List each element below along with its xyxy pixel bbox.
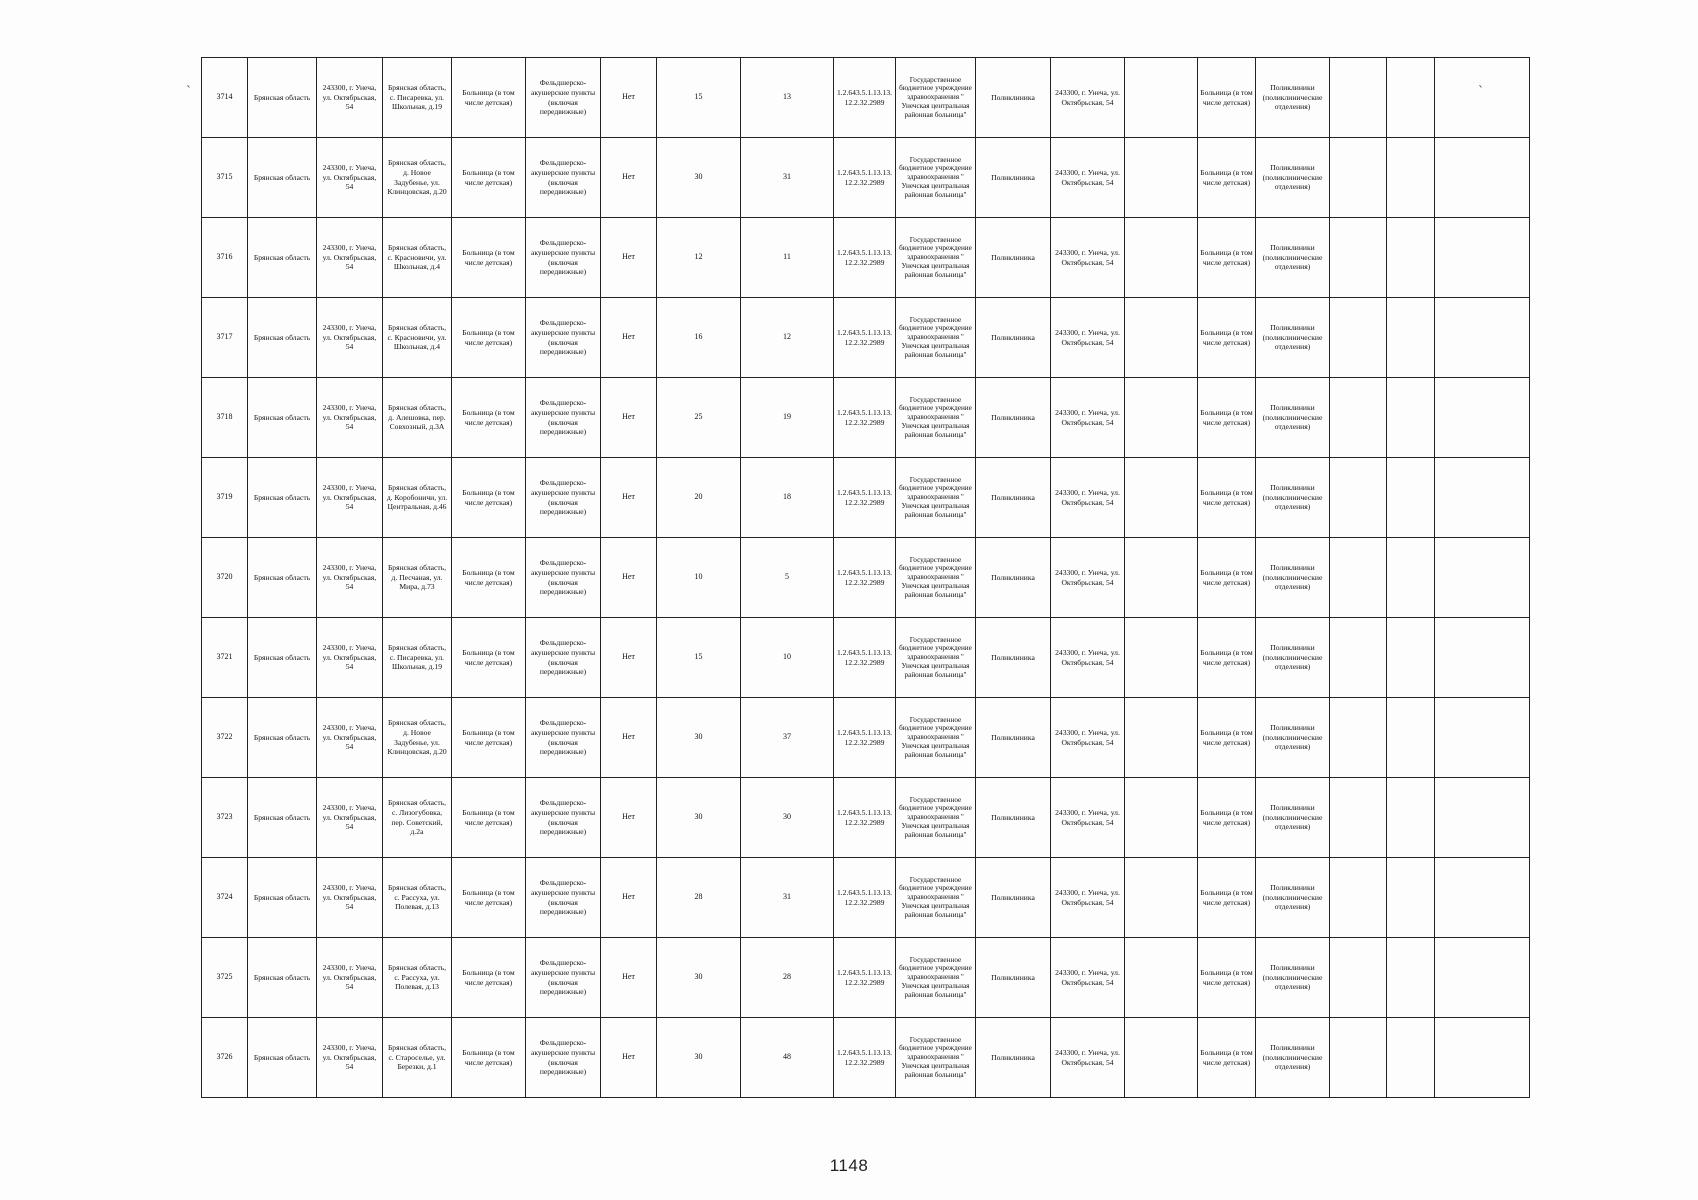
subcategory-cell: Поликлиники (поликлинические отделения) [1256,58,1330,138]
table-row [202,298,1530,378]
organization-kind-cell: Поликлиника [976,938,1051,1018]
unit-type-cell: Фельдшерско-акушерские пункты (включая передвижные) [526,938,601,1018]
organization-cell: Государственное бюджетное учреждение здравоохранения " Унечская центральная районная больница" [896,138,976,218]
row-number-cell: 3715 [202,138,248,218]
empty-cell [1330,858,1387,938]
organization-kind-cell: Поликлиника [976,778,1051,858]
empty-cell [1125,938,1198,1018]
flag-cell: Нет [601,298,657,378]
empty-cell [1387,58,1435,138]
empty-cell [1387,1018,1435,1098]
category-cell: Больница (в том числе детская) [1198,698,1256,778]
row-number-cell: 3724 [202,858,248,938]
facility-type-cell: Больница (в том числе детская) [452,218,526,298]
facility-type-cell: Больница (в том числе детская) [452,138,526,218]
category-cell: Больница (в том числе детская) [1198,58,1256,138]
facility-type-cell: Больница (в том числе детская) [452,778,526,858]
region-cell: Брянская область [248,458,317,538]
facility-address-cell: Брянская область, с. Рассуха, ул. Полевая, д.13 [383,938,452,1018]
category-cell: Больница (в том числе детская) [1198,298,1256,378]
value-1-cell: 20 [657,458,741,538]
oid-cell: 1.2.643.5.1.13.13.12.2.32.2989 [834,538,896,618]
value-1-cell: 12 [657,218,741,298]
unit-type-cell: Фельдшерско-акушерские пункты (включая передвижные) [526,618,601,698]
empty-cell [1387,698,1435,778]
subcategory-cell: Поликлиники (поликлинические отделения) [1256,938,1330,1018]
flag-cell: Нет [601,138,657,218]
facility-address-cell: Брянская область, с. Писаревка, ул. Школьная, д.19 [383,58,452,138]
region-cell: Брянская область [248,858,317,938]
facility-address-cell: Брянская область, д. Песчаная, ул. Мира, д.73 [383,538,452,618]
facility-address-cell: Брянская область, с. Лизогубовка, пер. Советский, д.2а [383,778,452,858]
row-number-cell: 3723 [202,778,248,858]
empty-cell [1125,698,1198,778]
category-cell: Больница (в том числе детская) [1198,858,1256,938]
value-2-cell: 19 [741,378,834,458]
postal-address-cell: 243300, г. Унеча, ул. Октябрьская, 54 [317,938,383,1018]
organization-cell: Государственное бюджетное учреждение здравоохранения " Унечская центральная районная больница" [896,778,976,858]
value-2-cell: 13 [741,58,834,138]
empty-cell [1435,138,1530,218]
category-cell: Больница (в том числе детская) [1198,778,1256,858]
subcategory-cell: Поликлиники (поликлинические отделения) [1256,858,1330,938]
region-cell: Брянская область [248,938,317,1018]
unit-type-cell: Фельдшерско-акушерские пункты (включая передвижные) [526,1018,601,1098]
organization-kind-cell: Поликлиника [976,618,1051,698]
unit-type-cell: Фельдшерско-акушерские пункты (включая передвижные) [526,698,601,778]
organization-kind-cell: Поликлиника [976,58,1051,138]
organization-kind-cell: Поликлиника [976,458,1051,538]
empty-cell [1330,618,1387,698]
organization-address-cell: 243300, г. Унеча, ул. Октябрьская, 54 [1051,1018,1125,1098]
value-2-cell: 10 [741,618,834,698]
postal-address-cell: 243300, г. Унеча, ул. Октябрьская, 54 [317,858,383,938]
unit-type-cell: Фельдшерско-акушерские пункты (включая передвижные) [526,378,601,458]
value-1-cell: 30 [657,938,741,1018]
empty-cell [1435,298,1530,378]
page-number: 1148 [829,1156,869,1175]
empty-cell [1125,58,1198,138]
facility-address-cell: Брянская область, с. Староселье, ул. Березки, д.1 [383,1018,452,1098]
flag-cell: Нет [601,778,657,858]
value-1-cell: 25 [657,378,741,458]
region-cell: Брянская область [248,1018,317,1098]
value-1-cell: 30 [657,698,741,778]
facility-type-cell: Больница (в том числе детская) [452,698,526,778]
organization-kind-cell: Поликлиника [976,698,1051,778]
oid-cell: 1.2.643.5.1.13.13.12.2.32.2989 [834,378,896,458]
oid-cell: 1.2.643.5.1.13.13.12.2.32.2989 [834,458,896,538]
empty-cell [1435,218,1530,298]
value-2-cell: 37 [741,698,834,778]
value-1-cell: 15 [657,58,741,138]
facility-address-cell: Брянская область, д. Новое Задубенье, ул. Клинцовская, д.20 [383,698,452,778]
flag-cell: Нет [601,938,657,1018]
value-1-cell: 30 [657,1018,741,1098]
empty-cell [1387,218,1435,298]
facility-address-cell: Брянская область, д. Новое Задубенье, ул. Клинцовская, д.20 [383,138,452,218]
empty-cell [1435,618,1530,698]
facility-address-cell: Брянская область, с. Красновичи, ул. Школьная, д.4 [383,218,452,298]
subcategory-cell: Поликлиники (поликлинические отделения) [1256,458,1330,538]
region-cell: Брянская область [248,778,317,858]
empty-cell [1330,938,1387,1018]
facility-address-cell: Брянская область, с. Красновичи, ул. Школьная, д.4 [383,298,452,378]
region-cell: Брянская область [248,378,317,458]
facility-type-cell: Больница (в том числе детская) [452,58,526,138]
value-2-cell: 48 [741,1018,834,1098]
empty-cell [1387,778,1435,858]
empty-cell [1435,698,1530,778]
empty-cell [1330,778,1387,858]
organization-cell: Государственное бюджетное учреждение здравоохранения " Унечская центральная районная больница" [896,618,976,698]
value-2-cell: 31 [741,858,834,938]
facility-address-cell: Брянская область, с. Рассуха, ул. Полевая, д.13 [383,858,452,938]
subcategory-cell: Поликлиники (поликлинические отделения) [1256,218,1330,298]
empty-cell [1330,698,1387,778]
table-row [202,378,1530,458]
region-cell: Брянская область [248,538,317,618]
flag-cell: Нет [601,618,657,698]
facility-type-cell: Больница (в том числе детская) [452,538,526,618]
facility-register-table [201,57,1530,1098]
row-number-cell: 3725 [202,938,248,1018]
organization-cell: Государственное бюджетное учреждение здравоохранения " Унечская центральная районная больница" [896,698,976,778]
organization-address-cell: 243300, г. Унеча, ул. Октябрьская, 54 [1051,218,1125,298]
empty-cell [1330,58,1387,138]
oid-cell: 1.2.643.5.1.13.13.12.2.32.2989 [834,1018,896,1098]
postal-address-cell: 243300, г. Унеча, ул. Октябрьская, 54 [317,618,383,698]
empty-cell [1435,378,1530,458]
region-cell: Брянская область [248,138,317,218]
empty-cell [1125,298,1198,378]
oid-cell: 1.2.643.5.1.13.13.12.2.32.2989 [834,618,896,698]
table-row [202,698,1530,778]
flag-cell: Нет [601,378,657,458]
empty-cell [1435,1018,1530,1098]
organization-address-cell: 243300, г. Унеча, ул. Октябрьская, 54 [1051,138,1125,218]
subcategory-cell: Поликлиники (поликлинические отделения) [1256,1018,1330,1098]
organization-address-cell: 243300, г. Унеча, ул. Октябрьская, 54 [1051,938,1125,1018]
organization-kind-cell: Поликлиника [976,298,1051,378]
facility-type-cell: Больница (в том числе детская) [452,858,526,938]
value-2-cell: 18 [741,458,834,538]
category-cell: Больница (в том числе детская) [1198,378,1256,458]
table-row [202,138,1530,218]
organization-address-cell: 243300, г. Унеча, ул. Октябрьская, 54 [1051,58,1125,138]
flag-cell: Нет [601,218,657,298]
oid-cell: 1.2.643.5.1.13.13.12.2.32.2989 [834,858,896,938]
oid-cell: 1.2.643.5.1.13.13.12.2.32.2989 [834,218,896,298]
flag-cell: Нет [601,58,657,138]
oid-cell: 1.2.643.5.1.13.13.12.2.32.2989 [834,138,896,218]
oid-cell: 1.2.643.5.1.13.13.12.2.32.2989 [834,778,896,858]
organization-address-cell: 243300, г. Унеча, ул. Октябрьская, 54 [1051,858,1125,938]
subcategory-cell: Поликлиники (поликлинические отделения) [1256,778,1330,858]
empty-cell [1125,378,1198,458]
organization-kind-cell: Поликлиника [976,1018,1051,1098]
unit-type-cell: Фельдшерско-акушерские пункты (включая передвижные) [526,538,601,618]
region-cell: Брянская область [248,618,317,698]
postal-address-cell: 243300, г. Унеча, ул. Октябрьская, 54 [317,298,383,378]
empty-cell [1387,538,1435,618]
empty-cell [1125,138,1198,218]
empty-cell [1387,378,1435,458]
organization-cell: Государственное бюджетное учреждение здравоохранения " Унечская центральная районная больница" [896,58,976,138]
category-cell: Больница (в том числе детская) [1198,138,1256,218]
table-row [202,778,1530,858]
organization-address-cell: 243300, г. Унеча, ул. Октябрьская, 54 [1051,698,1125,778]
facility-type-cell: Больница (в том числе детская) [452,298,526,378]
facility-type-cell: Больница (в том числе детская) [452,378,526,458]
oid-cell: 1.2.643.5.1.13.13.12.2.32.2989 [834,698,896,778]
organization-kind-cell: Поликлиника [976,538,1051,618]
table-row [202,458,1530,538]
flag-cell: Нет [601,458,657,538]
empty-cell [1435,938,1530,1018]
subcategory-cell: Поликлиники (поликлинические отделения) [1256,538,1330,618]
table-row [202,218,1530,298]
organization-cell: Государственное бюджетное учреждение здравоохранения " Унечская центральная районная больница" [896,858,976,938]
oid-cell: 1.2.643.5.1.13.13.12.2.32.2989 [834,938,896,1018]
scan-tick-mark: ` [186,84,192,98]
table-row [202,938,1530,1018]
organization-address-cell: 243300, г. Унеча, ул. Октябрьская, 54 [1051,538,1125,618]
row-number-cell: 3726 [202,1018,248,1098]
value-2-cell: 5 [741,538,834,618]
subcategory-cell: Поликлиники (поликлинические отделения) [1256,618,1330,698]
row-number-cell: 3714 [202,58,248,138]
region-cell: Брянская область [248,698,317,778]
empty-cell [1435,458,1530,538]
region-cell: Брянская область [248,298,317,378]
facility-address-cell: Брянская область, д. Коробоничи, ул. Центральная, д.46 [383,458,452,538]
table-row [202,538,1530,618]
flag-cell: Нет [601,698,657,778]
empty-cell [1387,138,1435,218]
row-number-cell: 3717 [202,298,248,378]
empty-cell [1125,618,1198,698]
value-1-cell: 10 [657,538,741,618]
row-number-cell: 3719 [202,458,248,538]
organization-kind-cell: Поликлиника [976,378,1051,458]
postal-address-cell: 243300, г. Унеча, ул. Октябрьская, 54 [317,1018,383,1098]
value-1-cell: 15 [657,618,741,698]
facility-type-cell: Больница (в том числе детская) [452,938,526,1018]
unit-type-cell: Фельдшерско-акушерские пункты (включая передвижные) [526,298,601,378]
empty-cell [1435,58,1530,138]
postal-address-cell: 243300, г. Унеча, ул. Октябрьская, 54 [317,698,383,778]
organization-address-cell: 243300, г. Унеча, ул. Октябрьская, 54 [1051,778,1125,858]
category-cell: Больница (в том числе детская) [1198,938,1256,1018]
region-cell: Брянская область [248,58,317,138]
unit-type-cell: Фельдшерско-акушерские пункты (включая передвижные) [526,58,601,138]
organization-cell: Государственное бюджетное учреждение здравоохранения " Унечская центральная районная больница" [896,538,976,618]
organization-address-cell: 243300, г. Унеча, ул. Октябрьская, 54 [1051,458,1125,538]
row-number-cell: 3718 [202,378,248,458]
postal-address-cell: 243300, г. Унеча, ул. Октябрьская, 54 [317,778,383,858]
value-2-cell: 28 [741,938,834,1018]
category-cell: Больница (в том числе детская) [1198,538,1256,618]
empty-cell [1125,218,1198,298]
row-number-cell: 3721 [202,618,248,698]
empty-cell [1387,618,1435,698]
empty-cell [1387,858,1435,938]
value-1-cell: 16 [657,298,741,378]
table-row [202,1018,1530,1098]
value-1-cell: 28 [657,858,741,938]
facility-address-cell: Брянская область, д. Алешовка, пер. Совхозный, д.3А [383,378,452,458]
row-number-cell: 3720 [202,538,248,618]
value-2-cell: 11 [741,218,834,298]
unit-type-cell: Фельдшерско-акушерские пункты (включая передвижные) [526,218,601,298]
empty-cell [1435,778,1530,858]
register-body [202,58,1530,1098]
empty-cell [1435,538,1530,618]
subcategory-cell: Поликлиники (поликлинические отделения) [1256,298,1330,378]
value-2-cell: 30 [741,778,834,858]
organization-kind-cell: Поликлиника [976,858,1051,938]
unit-type-cell: Фельдшерско-акушерские пункты (включая передвижные) [526,778,601,858]
table-row [202,58,1530,138]
organization-cell: Государственное бюджетное учреждение здравоохранения " Унечская центральная районная больница" [896,298,976,378]
unit-type-cell: Фельдшерско-акушерские пункты (включая передвижные) [526,458,601,538]
facility-type-cell: Больница (в том числе детская) [452,1018,526,1098]
empty-cell [1125,458,1198,538]
value-1-cell: 30 [657,778,741,858]
empty-cell [1387,298,1435,378]
oid-cell: 1.2.643.5.1.13.13.12.2.32.2989 [834,298,896,378]
empty-cell [1330,458,1387,538]
subcategory-cell: Поликлиники (поликлинические отделения) [1256,378,1330,458]
value-2-cell: 31 [741,138,834,218]
postal-address-cell: 243300, г. Унеча, ул. Октябрьская, 54 [317,218,383,298]
flag-cell: Нет [601,858,657,938]
postal-address-cell: 243300, г. Унеча, ул. Октябрьская, 54 [317,538,383,618]
organization-cell: Государственное бюджетное учреждение здравоохранения " Унечская центральная районная больница" [896,458,976,538]
organization-address-cell: 243300, г. Унеча, ул. Октябрьская, 54 [1051,378,1125,458]
organization-address-cell: 243300, г. Унеча, ул. Октябрьская, 54 [1051,298,1125,378]
postal-address-cell: 243300, г. Унеча, ул. Октябрьская, 54 [317,378,383,458]
value-1-cell: 30 [657,138,741,218]
facility-address-cell: Брянская область, с. Писаревка, ул. Школьная, д.19 [383,618,452,698]
empty-cell [1330,1018,1387,1098]
empty-cell [1125,1018,1198,1098]
organization-cell: Государственное бюджетное учреждение здравоохранения " Унечская центральная районная больница" [896,938,976,1018]
category-cell: Больница (в том числе детская) [1198,218,1256,298]
region-cell: Брянская область [248,218,317,298]
facility-type-cell: Больница (в том числе детская) [452,618,526,698]
flag-cell: Нет [601,1018,657,1098]
postal-address-cell: 243300, г. Унеча, ул. Октябрьская, 54 [317,458,383,538]
empty-cell [1330,538,1387,618]
unit-type-cell: Фельдшерско-акушерские пункты (включая передвижные) [526,138,601,218]
organization-address-cell: 243300, г. Унеча, ул. Октябрьская, 54 [1051,618,1125,698]
subcategory-cell: Поликлиники (поликлинические отделения) [1256,138,1330,218]
row-number-cell: 3716 [202,218,248,298]
row-number-cell: 3722 [202,698,248,778]
category-cell: Больница (в том числе детская) [1198,1018,1256,1098]
category-cell: Больница (в том числе детская) [1198,618,1256,698]
empty-cell [1330,378,1387,458]
category-cell: Больница (в том числе детская) [1198,458,1256,538]
empty-cell [1387,938,1435,1018]
organization-kind-cell: Поликлиника [976,218,1051,298]
empty-cell [1125,778,1198,858]
empty-cell [1330,218,1387,298]
empty-cell [1125,538,1198,618]
empty-cell [1330,298,1387,378]
table-row [202,618,1530,698]
facility-type-cell: Больница (в том числе детская) [452,458,526,538]
empty-cell [1435,858,1530,938]
organization-kind-cell: Поликлиника [976,138,1051,218]
organization-cell: Государственное бюджетное учреждение здравоохранения " Унечская центральная районная больница" [896,378,976,458]
postal-address-cell: 243300, г. Унеча, ул. Октябрьская, 54 [317,138,383,218]
empty-cell [1125,858,1198,938]
subcategory-cell: Поликлиники (поликлинические отделения) [1256,698,1330,778]
flag-cell: Нет [601,538,657,618]
postal-address-cell: 243300, г. Унеча, ул. Октябрьская, 54 [317,58,383,138]
oid-cell: 1.2.643.5.1.13.13.12.2.32.2989 [834,58,896,138]
organization-cell: Государственное бюджетное учреждение здравоохранения " Унечская центральная районная больница" [896,218,976,298]
empty-cell [1387,458,1435,538]
scan-tick-mark: ` [1478,84,1484,98]
organization-cell: Государственное бюджетное учреждение здравоохранения " Унечская центральная районная больница" [896,1018,976,1098]
empty-cell [1330,138,1387,218]
table-row [202,858,1530,938]
value-2-cell: 12 [741,298,834,378]
unit-type-cell: Фельдшерско-акушерские пункты (включая передвижные) [526,858,601,938]
